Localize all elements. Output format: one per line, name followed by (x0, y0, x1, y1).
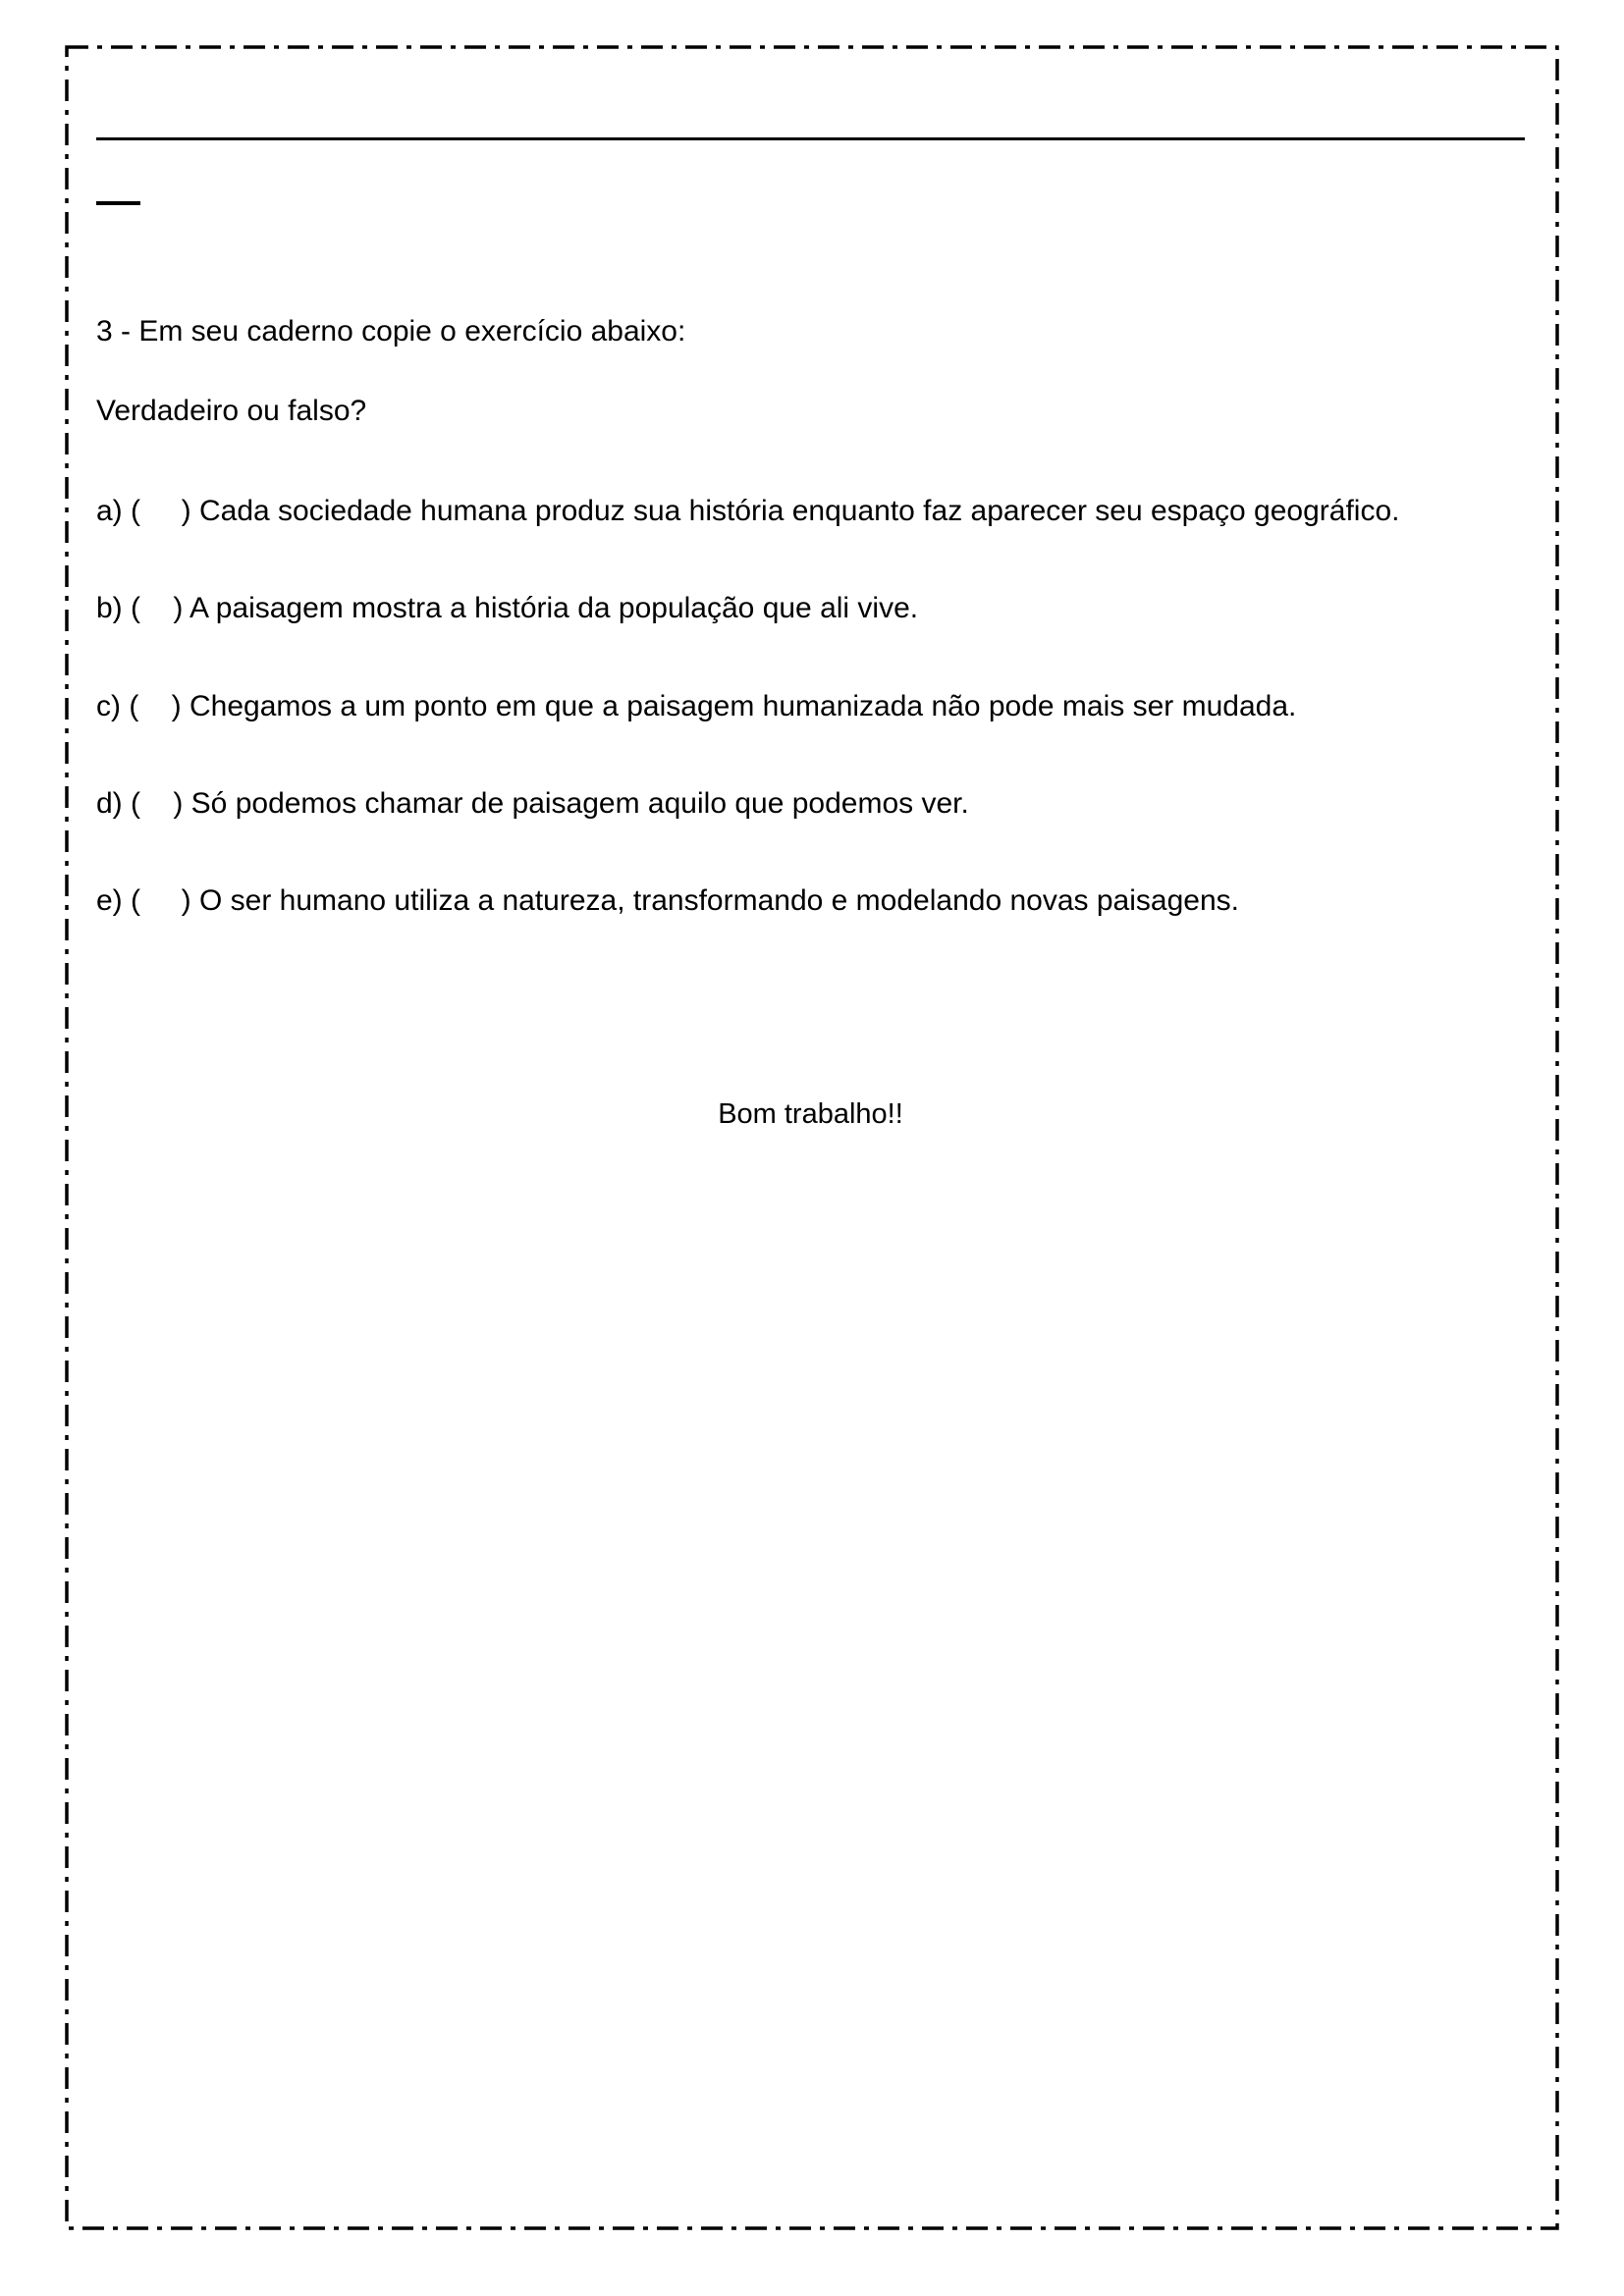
exercise-prompt: Verdadeiro ou falso? (96, 395, 367, 428)
closing-message: Bom trabalho!! (718, 1097, 903, 1130)
page-content (96, 61, 1525, 1173)
exercise-item-a: a) ( ) Cada sociedade humana produz sua história enquanto faz aparecer seu espaço geográfico. (96, 494, 1400, 527)
exercise-item-e: e) ( ) O ser humano utiliza a natureza, transformando e modelando novas paisagens. (96, 884, 1239, 918)
exercise-body (96, 311, 1525, 1173)
exercise-number-line: 3 - Em seu caderno copie o exercício abaixo: (96, 315, 686, 347)
exercise-item-d: d) ( ) Só podemos chamar de paisagem aquilo que podemos ver. (96, 786, 969, 820)
exercise-item-b: b) ( ) A paisagem mostra a história da população que ali vive. (96, 592, 919, 625)
bottom-spacer (96, 1134, 1525, 1173)
header-rule-line (96, 137, 1525, 140)
exercise-item-c: c) ( ) Chegamos a um ponto em que a paisagem humanizada não pode mais ser mudada. (96, 689, 1297, 722)
header-short-dash (96, 201, 140, 205)
